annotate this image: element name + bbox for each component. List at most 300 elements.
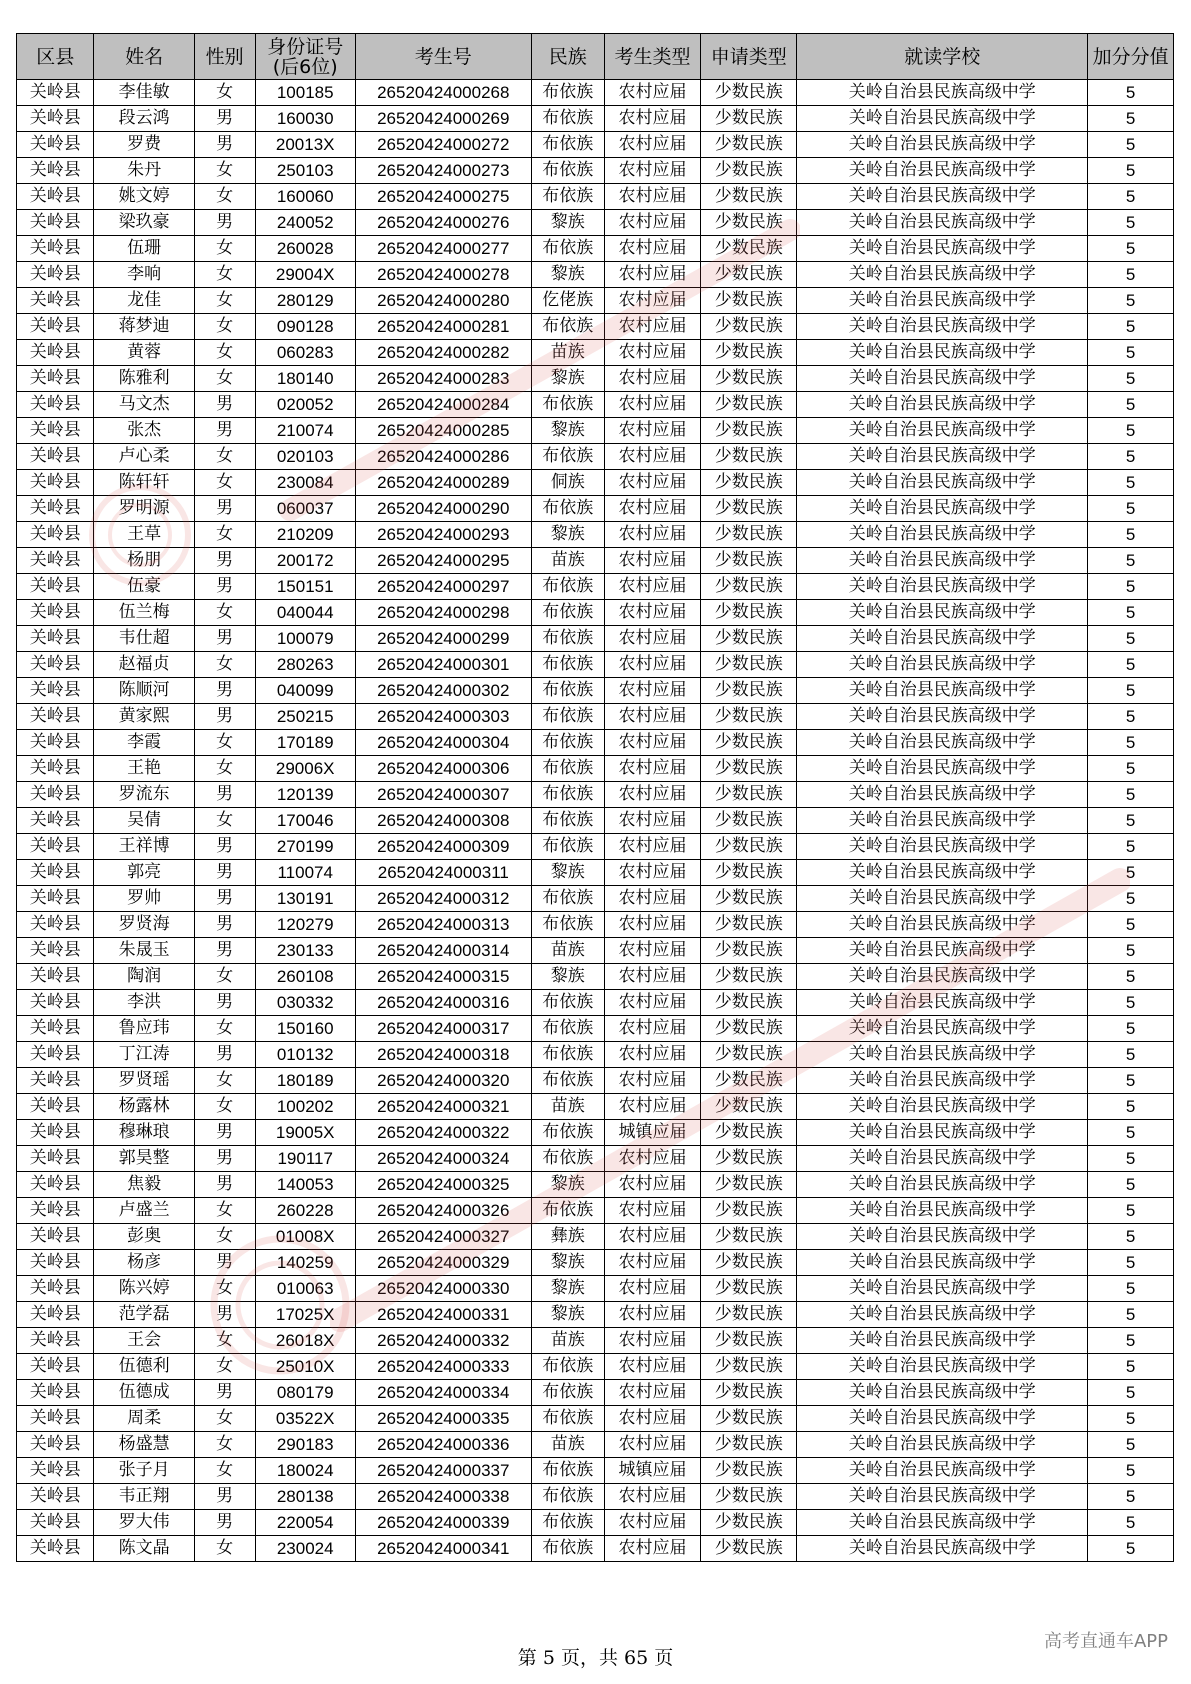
cell-student-type: 农村应届	[604, 340, 700, 366]
cell-school: 关岭自治县民族高级中学	[797, 1510, 1088, 1536]
cell-bonus: 5	[1088, 730, 1174, 756]
cell-student-type: 农村应届	[604, 964, 700, 990]
table-row	[17, 990, 1174, 1016]
cell-apply-type: 少数民族	[701, 1510, 797, 1536]
cell-name: 赵福贞	[94, 652, 194, 678]
cell-county: 关岭县	[17, 886, 94, 912]
cell-bonus: 5	[1088, 184, 1174, 210]
cell-bonus: 5	[1088, 210, 1174, 236]
cell-student-type: 农村应届	[604, 1354, 700, 1380]
cell-county: 关岭县	[17, 496, 94, 522]
cell-id-suffix: 250103	[255, 158, 355, 184]
cell-student-type: 农村应届	[604, 756, 700, 782]
table-row	[17, 340, 1174, 366]
cell-bonus: 5	[1088, 444, 1174, 470]
cell-id-suffix: 210209	[255, 522, 355, 548]
cell-apply-type: 少数民族	[701, 834, 797, 860]
cell-id-suffix: 180189	[255, 1068, 355, 1094]
cell-exam-no: 26520424000289	[355, 470, 531, 496]
table-row	[17, 1484, 1174, 1510]
cell-county: 关岭县	[17, 548, 94, 574]
cell-bonus: 5	[1088, 964, 1174, 990]
header-id-suffix	[255, 34, 355, 80]
cell-ethnicity: 布依族	[531, 1198, 604, 1224]
table-row	[17, 626, 1174, 652]
cell-apply-type: 少数民族	[701, 522, 797, 548]
cell-exam-no: 26520424000314	[355, 938, 531, 964]
cell-id-suffix: 040099	[255, 678, 355, 704]
cell-student-type: 农村应届	[604, 366, 700, 392]
cell-student-type: 农村应届	[604, 314, 700, 340]
cell-id-suffix: 270199	[255, 834, 355, 860]
cell-gender: 女	[194, 756, 255, 782]
cell-apply-type: 少数民族	[701, 132, 797, 158]
cell-exam-no: 26520424000334	[355, 1380, 531, 1406]
cell-apply-type: 少数民族	[701, 704, 797, 730]
cell-school: 关岭自治县民族高级中学	[797, 522, 1088, 548]
cell-bonus: 5	[1088, 886, 1174, 912]
cell-name: 伍兰梅	[94, 600, 194, 626]
cell-student-type: 农村应届	[604, 990, 700, 1016]
cell-apply-type: 少数民族	[701, 912, 797, 938]
cell-id-suffix: 080179	[255, 1380, 355, 1406]
cell-student-type: 农村应届	[604, 1432, 700, 1458]
cell-apply-type: 少数民族	[701, 964, 797, 990]
cell-id-suffix: 26018X	[255, 1328, 355, 1354]
cell-student-type: 农村应届	[604, 574, 700, 600]
cell-bonus: 5	[1088, 1432, 1174, 1458]
cell-apply-type: 少数民族	[701, 1328, 797, 1354]
cell-id-suffix: 180024	[255, 1458, 355, 1484]
cell-ethnicity: 布依族	[531, 574, 604, 600]
cell-ethnicity: 布依族	[531, 1042, 604, 1068]
cell-county: 关岭县	[17, 1250, 94, 1276]
cell-id-suffix: 01008X	[255, 1224, 355, 1250]
cell-bonus: 5	[1088, 1354, 1174, 1380]
cell-id-suffix: 160060	[255, 184, 355, 210]
cell-id-suffix: 020052	[255, 392, 355, 418]
cell-name: 朱晟玉	[94, 938, 194, 964]
cell-county: 关岭县	[17, 444, 94, 470]
cell-school: 关岭自治县民族高级中学	[797, 418, 1088, 444]
cell-name: 陈轩轩	[94, 470, 194, 496]
cell-exam-no: 26520424000335	[355, 1406, 531, 1432]
cell-exam-no: 26520424000269	[355, 106, 531, 132]
cell-id-suffix: 160030	[255, 106, 355, 132]
cell-apply-type: 少数民族	[701, 1276, 797, 1302]
cell-id-suffix: 260228	[255, 1198, 355, 1224]
cell-apply-type: 少数民族	[701, 158, 797, 184]
cell-apply-type: 少数民族	[701, 548, 797, 574]
cell-id-suffix: 260028	[255, 236, 355, 262]
cell-county: 关岭县	[17, 158, 94, 184]
cell-student-type: 农村应届	[604, 496, 700, 522]
cell-ethnicity: 布依族	[531, 80, 604, 106]
cell-gender: 女	[194, 1198, 255, 1224]
cell-county: 关岭县	[17, 470, 94, 496]
cell-apply-type: 少数民族	[701, 756, 797, 782]
cell-student-type: 农村应届	[604, 1042, 700, 1068]
cell-apply-type: 少数民族	[701, 1354, 797, 1380]
header-id-line1: 身份证号	[267, 35, 344, 58]
cell-bonus: 5	[1088, 132, 1174, 158]
cell-county: 关岭县	[17, 990, 94, 1016]
cell-exam-no: 26520424000326	[355, 1198, 531, 1224]
brand-watermark: 高考直通车APP	[1043, 1631, 1168, 1652]
cell-student-type: 农村应届	[604, 444, 700, 470]
cell-ethnicity: 布依族	[531, 444, 604, 470]
cell-student-type: 农村应届	[604, 1536, 700, 1562]
cell-student-type: 农村应届	[604, 1172, 700, 1198]
cell-id-suffix: 230084	[255, 470, 355, 496]
cell-exam-no: 26520424000276	[355, 210, 531, 236]
cell-ethnicity: 仡佬族	[531, 288, 604, 314]
cell-student-type: 农村应届	[604, 1484, 700, 1510]
cell-apply-type: 少数民族	[701, 1198, 797, 1224]
cell-county: 关岭县	[17, 1484, 94, 1510]
cell-exam-no: 26520424000317	[355, 1016, 531, 1042]
cell-gender: 女	[194, 730, 255, 756]
cell-name: 郭亮	[94, 860, 194, 886]
cell-student-type: 农村应届	[604, 1146, 700, 1172]
cell-gender: 女	[194, 1224, 255, 1250]
cell-ethnicity: 布依族	[531, 496, 604, 522]
cell-county: 关岭县	[17, 964, 94, 990]
cell-gender: 女	[194, 314, 255, 340]
cell-gender: 女	[194, 366, 255, 392]
cell-county: 关岭县	[17, 1406, 94, 1432]
cell-exam-no: 26520424000331	[355, 1302, 531, 1328]
cell-exam-no: 26520424000338	[355, 1484, 531, 1510]
header-apply-type: 申请类型	[701, 34, 797, 80]
table-row	[17, 444, 1174, 470]
cell-name: 伍德利	[94, 1354, 194, 1380]
cell-bonus: 5	[1088, 652, 1174, 678]
cell-ethnicity: 黎族	[531, 262, 604, 288]
cell-exam-no: 26520424000325	[355, 1172, 531, 1198]
cell-exam-no: 26520424000315	[355, 964, 531, 990]
cell-bonus: 5	[1088, 990, 1174, 1016]
cell-exam-no: 26520424000275	[355, 184, 531, 210]
cell-county: 关岭县	[17, 678, 94, 704]
cell-county: 关岭县	[17, 938, 94, 964]
cell-student-type: 农村应届	[604, 678, 700, 704]
cell-county: 关岭县	[17, 782, 94, 808]
cell-ethnicity: 布依族	[531, 1016, 604, 1042]
cell-gender: 女	[194, 522, 255, 548]
cell-ethnicity: 黎族	[531, 1250, 604, 1276]
cell-ethnicity: 黎族	[531, 522, 604, 548]
cell-school: 关岭自治县民族高级中学	[797, 1146, 1088, 1172]
table-row	[17, 392, 1174, 418]
cell-county: 关岭县	[17, 288, 94, 314]
cell-county: 关岭县	[17, 574, 94, 600]
cell-exam-no: 26520424000295	[355, 548, 531, 574]
cell-gender: 男	[194, 1042, 255, 1068]
cell-id-suffix: 230024	[255, 1536, 355, 1562]
cell-gender: 女	[194, 1016, 255, 1042]
cell-gender: 女	[194, 1328, 255, 1354]
cell-exam-no: 26520424000302	[355, 678, 531, 704]
header-name: 姓名	[94, 34, 194, 80]
cell-id-suffix: 020103	[255, 444, 355, 470]
cell-name: 王祥博	[94, 834, 194, 860]
table-row	[17, 808, 1174, 834]
cell-ethnicity: 布依族	[531, 1068, 604, 1094]
cell-name: 李响	[94, 262, 194, 288]
cell-exam-no: 26520424000339	[355, 1510, 531, 1536]
cell-student-type: 农村应届	[604, 262, 700, 288]
cell-student-type: 农村应届	[604, 704, 700, 730]
cell-exam-no: 26520424000280	[355, 288, 531, 314]
table-row	[17, 652, 1174, 678]
cell-name: 伍德成	[94, 1380, 194, 1406]
cell-apply-type: 少数民族	[701, 1224, 797, 1250]
cell-student-type: 农村应届	[604, 1224, 700, 1250]
cell-ethnicity: 布依族	[531, 184, 604, 210]
table-row	[17, 704, 1174, 730]
cell-apply-type: 少数民族	[701, 1302, 797, 1328]
cell-county: 关岭县	[17, 600, 94, 626]
cell-ethnicity: 黎族	[531, 418, 604, 444]
cell-name: 鲁应玮	[94, 1016, 194, 1042]
cell-id-suffix: 280129	[255, 288, 355, 314]
cell-county: 关岭县	[17, 314, 94, 340]
cell-id-suffix: 280138	[255, 1484, 355, 1510]
cell-apply-type: 少数民族	[701, 392, 797, 418]
cell-county: 关岭县	[17, 860, 94, 886]
cell-bonus: 5	[1088, 1042, 1174, 1068]
table-row	[17, 1250, 1174, 1276]
cell-bonus: 5	[1088, 288, 1174, 314]
cell-name: 郭昊整	[94, 1146, 194, 1172]
table-row	[17, 236, 1174, 262]
cell-county: 关岭县	[17, 1276, 94, 1302]
cell-apply-type: 少数民族	[701, 1432, 797, 1458]
cell-id-suffix: 200172	[255, 548, 355, 574]
table-row	[17, 912, 1174, 938]
cell-student-type: 农村应届	[604, 730, 700, 756]
cell-name: 朱丹	[94, 158, 194, 184]
cell-ethnicity: 黎族	[531, 964, 604, 990]
cell-school: 关岭自治县民族高级中学	[797, 652, 1088, 678]
cell-exam-no: 26520424000273	[355, 158, 531, 184]
cell-gender: 男	[194, 860, 255, 886]
cell-exam-no: 26520424000308	[355, 808, 531, 834]
cell-school: 关岭自治县民族高级中学	[797, 392, 1088, 418]
cell-school: 关岭自治县民族高级中学	[797, 1458, 1088, 1484]
cell-county: 关岭县	[17, 340, 94, 366]
cell-exam-no: 26520424000336	[355, 1432, 531, 1458]
cell-apply-type: 少数民族	[701, 496, 797, 522]
cell-bonus: 5	[1088, 106, 1174, 132]
cell-exam-no: 26520424000309	[355, 834, 531, 860]
cell-school: 关岭自治县民族高级中学	[797, 1354, 1088, 1380]
cell-ethnicity: 布依族	[531, 106, 604, 132]
cell-name: 伍豪	[94, 574, 194, 600]
cell-school: 关岭自治县民族高级中学	[797, 1042, 1088, 1068]
cell-bonus: 5	[1088, 1458, 1174, 1484]
cell-id-suffix: 210074	[255, 418, 355, 444]
cell-ethnicity: 黎族	[531, 366, 604, 392]
cell-name: 彭奥	[94, 1224, 194, 1250]
cell-apply-type: 少数民族	[701, 1120, 797, 1146]
table-row	[17, 1224, 1174, 1250]
cell-ethnicity: 苗族	[531, 938, 604, 964]
cell-name: 黄蓉	[94, 340, 194, 366]
cell-gender: 女	[194, 262, 255, 288]
cell-county: 关岭县	[17, 1302, 94, 1328]
cell-exam-no: 26520424000311	[355, 860, 531, 886]
cell-bonus: 5	[1088, 1198, 1174, 1224]
cell-exam-no: 26520424000320	[355, 1068, 531, 1094]
cell-name: 罗贤瑶	[94, 1068, 194, 1094]
cell-exam-no: 26520424000282	[355, 340, 531, 366]
cell-student-type: 农村应届	[604, 912, 700, 938]
cell-school: 关岭自治县民族高级中学	[797, 574, 1088, 600]
header-exam-no: 考生号	[355, 34, 531, 80]
cell-school: 关岭自治县民族高级中学	[797, 80, 1088, 106]
header-ethnicity: 民族	[531, 34, 604, 80]
cell-exam-no: 26520424000284	[355, 392, 531, 418]
cell-ethnicity: 苗族	[531, 548, 604, 574]
cell-ethnicity: 黎族	[531, 1276, 604, 1302]
cell-school: 关岭自治县民族高级中学	[797, 1224, 1088, 1250]
cell-apply-type: 少数民族	[701, 418, 797, 444]
table-row	[17, 470, 1174, 496]
cell-gender: 女	[194, 444, 255, 470]
cell-county: 关岭县	[17, 1380, 94, 1406]
cell-bonus: 5	[1088, 834, 1174, 860]
cell-school: 关岭自治县民族高级中学	[797, 106, 1088, 132]
cell-name: 陈雅利	[94, 366, 194, 392]
cell-student-type: 农村应届	[604, 470, 700, 496]
cell-id-suffix: 250215	[255, 704, 355, 730]
cell-gender: 男	[194, 938, 255, 964]
cell-name: 陈文晶	[94, 1536, 194, 1562]
cell-ethnicity: 布依族	[531, 158, 604, 184]
cell-school: 关岭自治县民族高级中学	[797, 288, 1088, 314]
cell-student-type: 城镇应届	[604, 1120, 700, 1146]
cell-school: 关岭自治县民族高级中学	[797, 912, 1088, 938]
cell-gender: 男	[194, 1172, 255, 1198]
cell-student-type: 农村应届	[604, 80, 700, 106]
cell-bonus: 5	[1088, 158, 1174, 184]
table-row	[17, 938, 1174, 964]
cell-exam-no: 26520424000301	[355, 652, 531, 678]
cell-id-suffix: 010132	[255, 1042, 355, 1068]
cell-apply-type: 少数民族	[701, 600, 797, 626]
cell-id-suffix: 20013X	[255, 132, 355, 158]
cell-gender: 女	[194, 340, 255, 366]
cell-student-type: 农村应届	[604, 1276, 700, 1302]
cell-name: 韦仕超	[94, 626, 194, 652]
cell-name: 罗大伟	[94, 1510, 194, 1536]
table-row	[17, 262, 1174, 288]
cell-id-suffix: 130191	[255, 886, 355, 912]
cell-apply-type: 少数民族	[701, 288, 797, 314]
cell-bonus: 5	[1088, 522, 1174, 548]
cell-school: 关岭自治县民族高级中学	[797, 236, 1088, 262]
table-row	[17, 1302, 1174, 1328]
cell-gender: 男	[194, 418, 255, 444]
cell-bonus: 5	[1088, 340, 1174, 366]
cell-county: 关岭县	[17, 652, 94, 678]
cell-exam-no: 26520424000321	[355, 1094, 531, 1120]
cell-apply-type: 少数民族	[701, 730, 797, 756]
cell-bonus: 5	[1088, 470, 1174, 496]
cell-apply-type: 少数民族	[701, 470, 797, 496]
cell-county: 关岭县	[17, 756, 94, 782]
cell-bonus: 5	[1088, 1250, 1174, 1276]
cell-county: 关岭县	[17, 392, 94, 418]
cell-ethnicity: 布依族	[531, 1120, 604, 1146]
cell-name: 韦正翔	[94, 1484, 194, 1510]
cell-apply-type: 少数民族	[701, 106, 797, 132]
cell-bonus: 5	[1088, 392, 1174, 418]
cell-ethnicity: 布依族	[531, 600, 604, 626]
cell-county: 关岭县	[17, 912, 94, 938]
cell-bonus: 5	[1088, 314, 1174, 340]
cell-ethnicity: 布依族	[531, 314, 604, 340]
table-row	[17, 574, 1174, 600]
cell-name: 张子月	[94, 1458, 194, 1484]
cell-school: 关岭自治县民族高级中学	[797, 886, 1088, 912]
cell-county: 关岭县	[17, 80, 94, 106]
cell-school: 关岭自治县民族高级中学	[797, 262, 1088, 288]
cell-bonus: 5	[1088, 808, 1174, 834]
table-row	[17, 1458, 1174, 1484]
cell-gender: 男	[194, 1484, 255, 1510]
cell-student-type: 农村应届	[604, 860, 700, 886]
table-row	[17, 548, 1174, 574]
cell-id-suffix: 140259	[255, 1250, 355, 1276]
cell-county: 关岭县	[17, 210, 94, 236]
cell-bonus: 5	[1088, 418, 1174, 444]
cell-county: 关岭县	[17, 184, 94, 210]
cell-exam-no: 26520424000307	[355, 782, 531, 808]
cell-bonus: 5	[1088, 1302, 1174, 1328]
cell-school: 关岭自治县民族高级中学	[797, 1380, 1088, 1406]
cell-county: 关岭县	[17, 1354, 94, 1380]
cell-student-type: 农村应届	[604, 1302, 700, 1328]
cell-school: 关岭自治县民族高级中学	[797, 184, 1088, 210]
cell-county: 关岭县	[17, 1172, 94, 1198]
cell-school: 关岭自治县民族高级中学	[797, 626, 1088, 652]
cell-ethnicity: 布依族	[531, 834, 604, 860]
cell-school: 关岭自治县民族高级中学	[797, 678, 1088, 704]
table-row	[17, 834, 1174, 860]
cell-gender: 女	[194, 158, 255, 184]
cell-name: 李佳敏	[94, 80, 194, 106]
cell-county: 关岭县	[17, 1198, 94, 1224]
table-row	[17, 1432, 1174, 1458]
cell-student-type: 农村应届	[604, 1510, 700, 1536]
cell-county: 关岭县	[17, 1068, 94, 1094]
cell-apply-type: 少数民族	[701, 340, 797, 366]
table-row	[17, 80, 1174, 106]
cell-bonus: 5	[1088, 1172, 1174, 1198]
cell-school: 关岭自治县民族高级中学	[797, 1328, 1088, 1354]
cell-name: 焦毅	[94, 1172, 194, 1198]
cell-apply-type: 少数民族	[701, 1068, 797, 1094]
table-row	[17, 886, 1174, 912]
table-row	[17, 782, 1174, 808]
cell-gender: 男	[194, 1302, 255, 1328]
table-row	[17, 1172, 1174, 1198]
cell-id-suffix: 25010X	[255, 1354, 355, 1380]
cell-school: 关岭自治县民族高级中学	[797, 1016, 1088, 1042]
